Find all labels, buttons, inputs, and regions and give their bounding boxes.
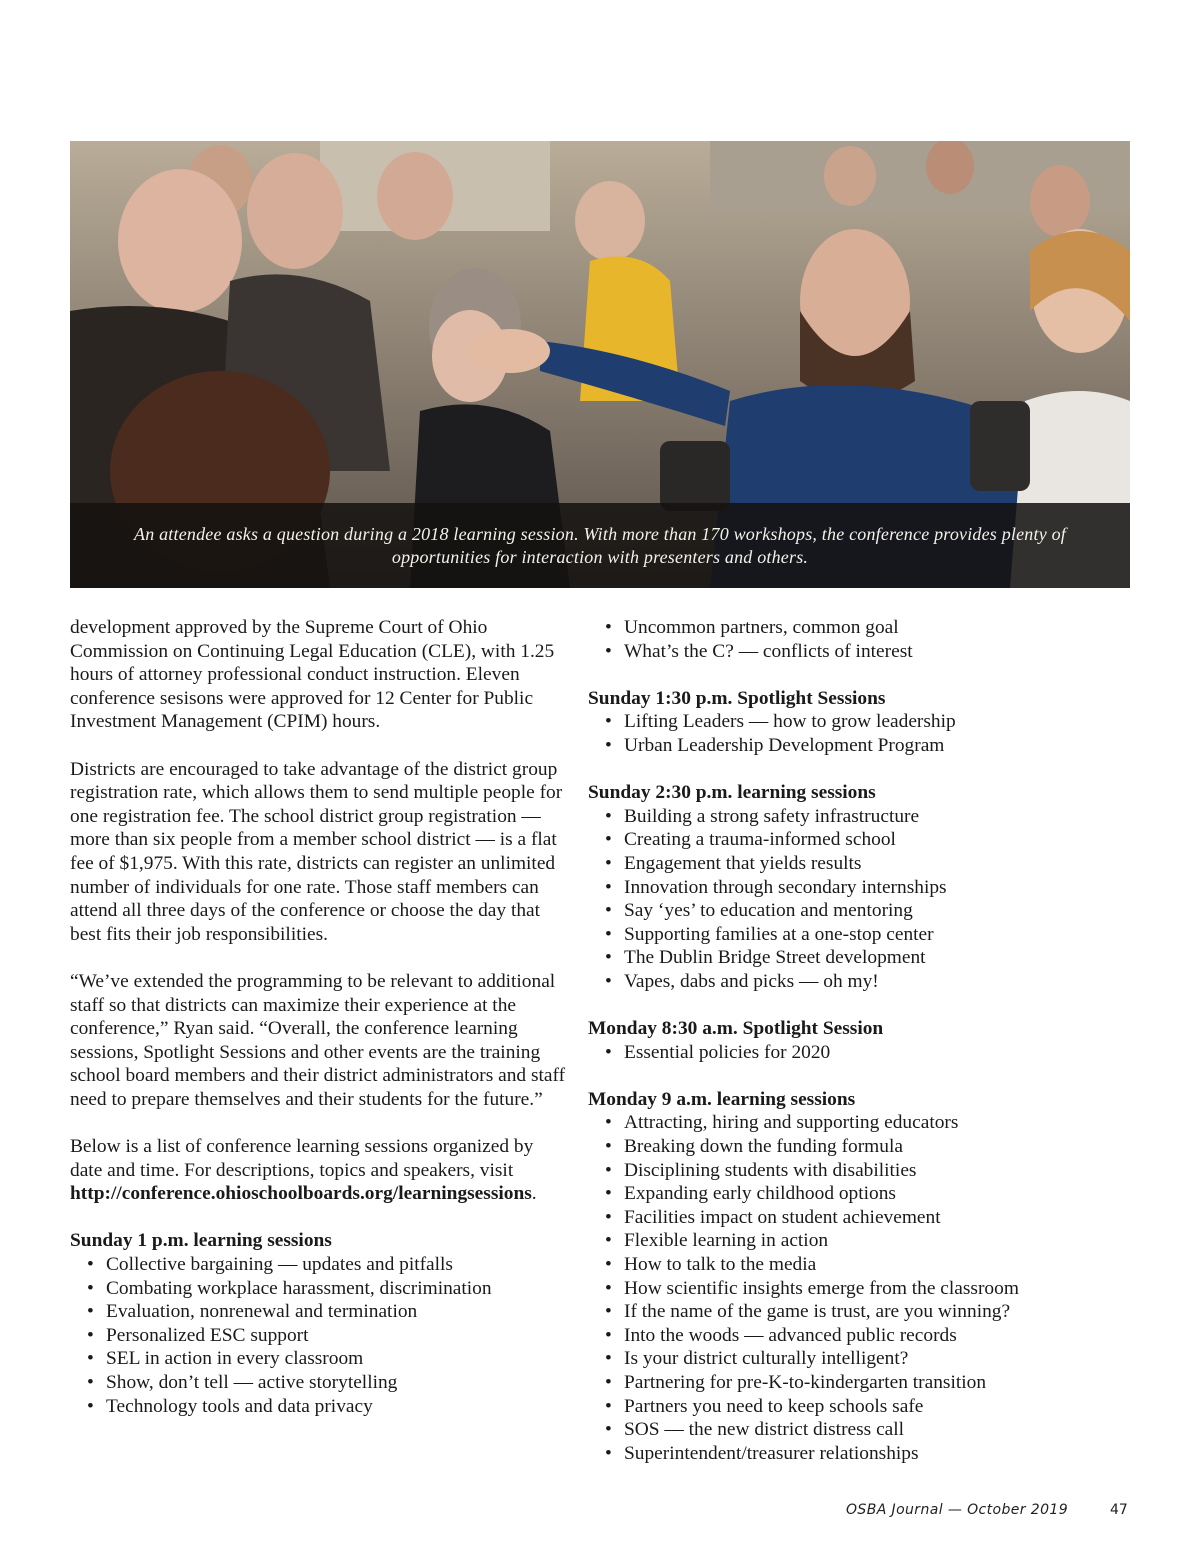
section-heading-sunday-130pm: Sunday 1:30 p.m. Spotlight Sessions	[588, 687, 886, 709]
page-number: 47	[1110, 1502, 1128, 1518]
session-item: • Disciplining students with disabilities	[588, 1159, 1098, 1183]
session-item: • Building a strong safety infrastructure	[588, 805, 1098, 829]
session-item: • Is your district culturally intelligent?	[588, 1347, 1098, 1371]
session-item: • Essential policies for 2020	[588, 1041, 1098, 1065]
session-item: • Partnering for pre-K-to-kindergarten transition	[588, 1371, 1098, 1395]
session-item: • Uncommon partners, common goal	[588, 616, 1098, 640]
session-item: • Into the woods — advanced public records	[588, 1324, 1098, 1348]
session-item: • Expanding early childhood options	[588, 1182, 1098, 1206]
section-heading-monday-830am: Monday 8:30 a.m. Spotlight Session	[588, 1018, 884, 1040]
session-list-monday-9am	[588, 1111, 1098, 1465]
session-item: • Breaking down the funding formula	[588, 1135, 1098, 1159]
paragraph-group-registration: Districts are encouraged to take advantage of the district group registration rate, which allows them to send multiple people for one registration fee. The school district group registration — more than six people from a member school district — is a flat fee of $1,975. With this rate, districts can register an unlimited number of individuals for one rate. Those staff members can attend all three days of the conference or choose the day that best fits their job responsibilities.	[70, 758, 563, 945]
section-heading-monday-9am: Monday 9 a.m. learning sessions	[588, 1088, 856, 1110]
session-item: • Supporting families at a one-stop center	[588, 923, 1098, 947]
left-column	[70, 616, 570, 1442]
session-item: • Creating a trauma-informed school	[588, 828, 1098, 852]
section-heading-sunday-1pm: Sunday 1 p.m. learning sessions	[70, 1230, 332, 1252]
footer-journal-title: OSBA Journal — October 2019	[846, 1502, 1069, 1518]
photo-caption: An attendee asks a question during a 2018 learning session. With more than 170 workshops, the conference provides plenty of opportunities for interaction with presenters and others.	[134, 523, 1066, 567]
session-item: • Evaluation, nonrenewal and termination	[70, 1300, 570, 1324]
session-item: • Innovation through secondary internships	[588, 876, 1098, 900]
session-list-monday-830am	[588, 1041, 1098, 1065]
paragraph-cle: development approved by the Supreme Court of Ohio Commission on Continuing Legal Education (CLE), with 1.25 hours of attorney professional conduct instruction. Eleven conference sesisons were approved for 12 Center for Public Investment Management (CPIM) hours.	[70, 617, 555, 733]
session-item: • Collective bargaining — updates and pitfalls	[70, 1253, 570, 1277]
session-item: • Superintendent/treasurer relationships	[588, 1442, 1098, 1466]
session-item: • Facilities impact on student achievement	[588, 1206, 1098, 1230]
url-period: .	[531, 1183, 537, 1205]
session-item: • Combating workplace harassment, discrimination	[70, 1277, 570, 1301]
session-item: • Lifting Leaders — how to grow leadership	[588, 710, 1098, 734]
session-item: • How scientific insights emerge from the classroom	[588, 1277, 1098, 1301]
session-item: • Flexible learning in action	[588, 1229, 1098, 1253]
session-item: • If the name of the game is trust, are you winning?	[588, 1300, 1098, 1324]
session-item: • Say ‘yes’ to education and mentoring	[588, 899, 1098, 923]
learning-sessions-link[interactable]: http://conference.ohioschoolboards.org/learningsessions	[70, 1183, 532, 1205]
session-list-sunday-1pm	[70, 1253, 570, 1418]
session-item: • SOS — the new district distress call	[588, 1418, 1098, 1442]
session-item: • How to talk to the media	[588, 1253, 1098, 1277]
section-heading-sunday-230pm: Sunday 2:30 p.m. learning sessions	[588, 782, 876, 804]
session-item: • Partners you need to keep schools safe	[588, 1395, 1098, 1419]
session-item: • Technology tools and data privacy	[70, 1395, 570, 1419]
photo-caption-bar	[70, 503, 1130, 588]
conference-photo	[70, 141, 1130, 588]
paragraph-ryan-quote: “We’ve extended the programming to be relevant to additional staff so that districts can maximize their experience at the conference,” Ryan said. “Overall, the conference learning sessions, Spotlight Sessions and other events are the training school board members and their district administrators and staff need to prepare themselves and their students for the future.”	[70, 970, 566, 1110]
session-item: • Personalized ESC support	[70, 1324, 570, 1348]
right-column	[588, 616, 1098, 1489]
list-intro-text: Below is a list of conference learning sessions organized by date and time. For descriptions, topics and speakers, visit	[70, 1136, 534, 1181]
session-item: • Attracting, hiring and supporting educators	[588, 1111, 1098, 1135]
session-item: • SEL in action in every classroom	[70, 1347, 570, 1371]
session-item: • Engagement that yields results	[588, 852, 1098, 876]
session-item: • Show, don’t tell — active storytelling	[70, 1371, 570, 1395]
session-item: • Urban Leadership Development Program	[588, 734, 1098, 758]
session-list-continued	[588, 616, 1098, 663]
session-item: • The Dublin Bridge Street development	[588, 946, 1098, 970]
session-list-sunday-130pm	[588, 710, 1098, 757]
session-item: • Vapes, dabs and picks — oh my!	[588, 970, 1098, 994]
session-item: • What’s the C? — conflicts of interest	[588, 640, 1098, 664]
paragraph-list-intro	[70, 1135, 570, 1206]
session-list-sunday-230pm	[588, 805, 1098, 994]
